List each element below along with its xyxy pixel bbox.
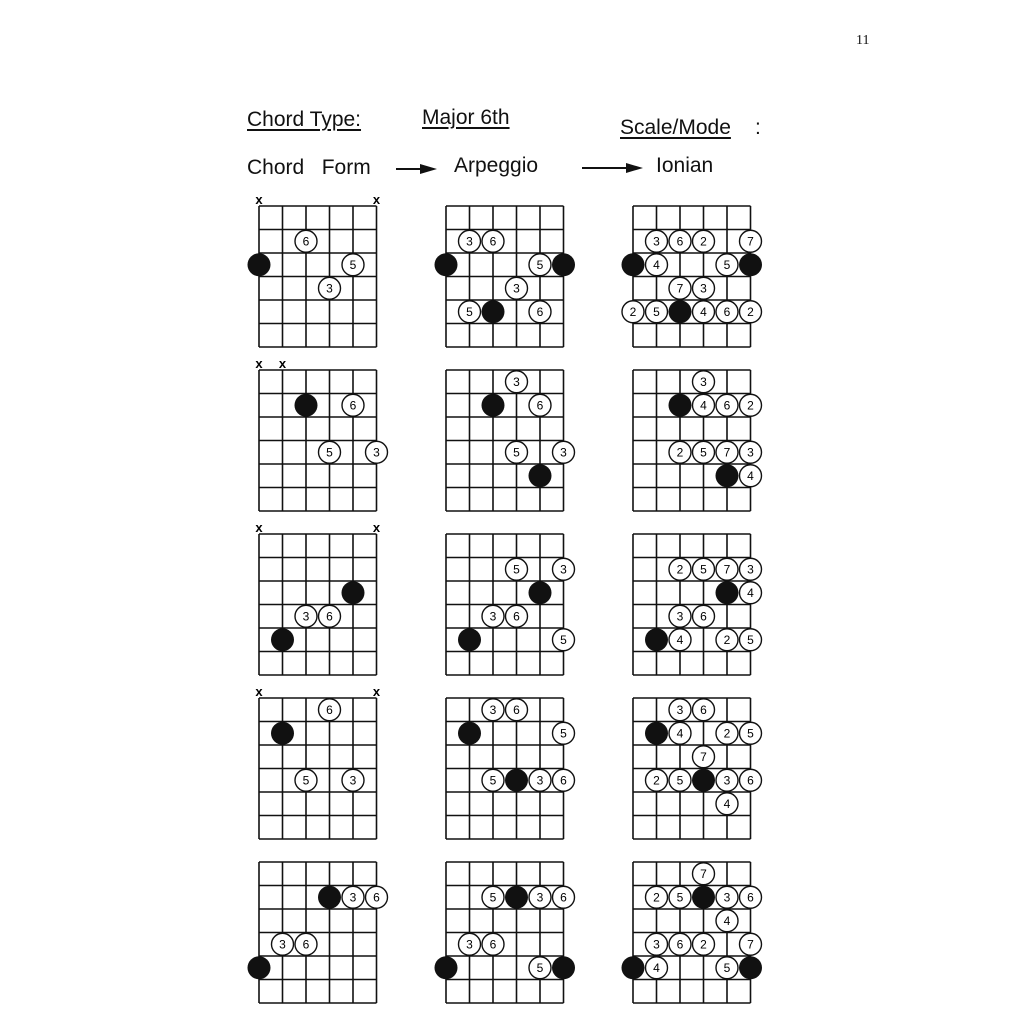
root-note-dot [669,394,692,417]
scale-degree-label: 5 [466,305,473,320]
scale-degree-label: 5 [700,445,707,460]
scale-degree-label: 3 [676,703,684,718]
arpeggio-label: Arpeggio [454,154,539,177]
scale-degree-label: 6 [700,703,707,718]
scale-degree-label: 6 [723,305,731,320]
page-number: 11 [856,33,870,48]
muted-string-mark: x [372,192,381,207]
scale-degree-label: 7 [747,937,754,952]
root-note-dot [505,769,528,792]
root-note-dot [529,464,552,487]
root-note-dot [295,394,318,417]
scale-degree-label: 6 [536,398,544,413]
fretboard-diagram [622,206,763,347]
root-note-dot [645,722,668,745]
fretboard-diagram [248,192,381,347]
root-note-dot [692,769,715,792]
root-note-dot [271,628,294,651]
scale-degree-label: 3 [466,234,473,249]
scale-degree-label: 3 [653,937,660,952]
scale-degree-label: 5 [536,961,544,976]
scale-degree-label: 2 [700,937,707,952]
scale-degree-label: 6 [560,773,567,788]
scale-degree-label: 2 [747,305,754,320]
fretboard-diagram [255,520,381,675]
scale-degree-label: 6 [326,609,333,624]
scale-degree-label: 7 [700,867,707,882]
scale-degree-label: 5 [326,445,333,460]
fretboard-diagram [633,534,762,675]
muted-string-mark: x [372,684,381,699]
scale-degree-label: 5 [489,890,497,905]
scale-mode-label: Scale/Mode [620,116,731,139]
root-note-dot [435,956,458,979]
scale-degree-label: 5 [676,773,684,788]
scale-degree-label: 5 [747,633,754,648]
root-note-dot [739,253,762,276]
scale-degree-label: 5 [723,258,731,273]
root-note-dot [622,956,645,979]
scale-degree-label: 7 [700,750,707,765]
scale-degree-label: 4 [747,469,754,484]
scale-degree-label: 3 [560,445,567,460]
scale-degree-label: 3 [326,281,333,296]
scale-degree-label: 7 [723,445,731,460]
fretboard-diagram [446,370,575,511]
fretboard-diagram [633,698,762,839]
muted-string-mark: x [278,356,287,371]
muted-string-mark: x [255,684,263,699]
scale-degree-label: 6 [302,937,310,952]
scale-degree-label: 3 [279,937,286,952]
fretboard-diagram [446,698,575,839]
root-note-dot [669,300,692,323]
muted-string-mark: x [255,192,263,207]
scale-degree-label: 5 [700,562,707,577]
root-note-dot [529,581,552,604]
muted-string-mark: x [255,520,263,535]
scale-degree-label: 2 [747,398,754,413]
fretboard-diagram [248,862,388,1003]
scale-degree-label: 6 [489,937,497,952]
scale-degree-label: 6 [513,703,520,718]
scale-degree-label: 5 [536,258,544,273]
scale-degree-label: 4 [723,797,731,812]
scale-degree-label: 6 [513,609,520,624]
root-note-dot [271,722,294,745]
scale-degree-label: 2 [629,305,637,320]
scale-degree-label: 3 [489,609,497,624]
scale-label: Ionian [656,154,714,177]
fretboard-diagram [622,862,763,1003]
scale-degree-label: 3 [700,281,707,296]
scale-degree-label: 3 [560,562,567,577]
fretboard-diagram [446,534,575,675]
scale-degree-label: 5 [723,961,731,976]
scale-degree-label: 4 [653,961,660,976]
scale-degree-label: 4 [653,258,660,273]
scale-degree-label: 6 [676,234,684,249]
scale-degree-label: 2 [653,890,660,905]
root-note-dot [248,956,271,979]
scale-degree-label: 7 [723,562,731,577]
root-note-dot [342,581,365,604]
scale-degree-label: 6 [560,890,567,905]
root-note-dot [482,300,505,323]
scale-degree-label: 5 [653,305,660,320]
scale-degree-label: 4 [676,726,684,741]
root-note-dot [505,886,528,909]
scale-degree-label: 2 [676,445,684,460]
scale-degree-label: 3 [373,445,380,460]
root-note-dot [622,253,645,276]
scale-degree-label: 3 [466,937,473,952]
scale-degree-label: 6 [747,890,754,905]
scale-degree-label: 7 [747,234,754,249]
scale-degree-label: 5 [349,258,357,273]
root-note-dot [552,253,575,276]
scale-degree-label: 3 [302,609,310,624]
scale-degree-label: 2 [676,562,684,577]
scale-degree-label: 3 [747,445,754,460]
scale-degree-label: 6 [302,234,310,249]
scale-degree-label: 3 [536,890,544,905]
scale-degree-label: 4 [700,305,707,320]
chord-form-label: Chord Form [247,156,371,179]
fretboard-diagram [255,356,387,511]
scale-degree-label: 2 [653,773,660,788]
scale-degree-label: 3 [723,890,731,905]
chord-type-label: Chord Type: [247,108,362,131]
fretboard-diagram [435,206,576,347]
scale-mode-colon: : [755,116,761,139]
scale-degree-label: 5 [747,726,754,741]
scale-degree-label: 6 [326,703,333,718]
scale-degree-label: 6 [747,773,754,788]
scale-degree-label: 7 [676,281,684,296]
scale-degree-label: 5 [560,633,567,648]
scale-degree-label: 5 [560,726,567,741]
scale-degree-label: 3 [349,890,357,905]
scale-degree-label: 3 [349,773,357,788]
scale-degree-label: 6 [723,398,731,413]
root-note-dot [248,253,271,276]
scale-degree-label: 3 [676,609,684,624]
scale-degree-label: 3 [489,703,497,718]
fretboard-diagram [255,684,381,839]
root-note-dot [739,956,762,979]
root-note-dot [552,956,575,979]
scale-degree-label: 3 [513,375,520,390]
scale-degree-label: 6 [373,890,380,905]
root-note-dot [458,722,481,745]
scale-degree-label: 6 [676,937,684,952]
scale-degree-label: 6 [700,609,707,624]
scale-degree-label: 6 [489,234,497,249]
muted-string-mark: x [372,520,381,535]
root-note-dot [645,628,668,651]
scale-degree-label: 4 [700,398,707,413]
root-note-dot [716,464,739,487]
fretboard-diagram [435,862,576,1003]
scale-degree-label: 6 [536,305,544,320]
root-note-dot [692,886,715,909]
fretboard-diagram [633,370,762,511]
root-note-dot [482,394,505,417]
chord-type-value: Major 6th [422,106,510,129]
scale-degree-label: 4 [747,586,754,601]
scale-degree-label: 6 [349,398,357,413]
scale-degree-label: 3 [700,375,707,390]
scale-degree-label: 2 [723,633,731,648]
scale-degree-label: 3 [513,281,520,296]
scale-degree-label: 2 [700,234,707,249]
root-note-dot [716,581,739,604]
root-note-dot [458,628,481,651]
scale-degree-label: 4 [723,914,731,929]
muted-string-mark: x [255,356,263,371]
scale-degree-label: 3 [536,773,544,788]
scale-degree-label: 5 [302,773,310,788]
scale-degree-label: 5 [513,445,520,460]
root-note-dot [435,253,458,276]
scale-degree-label: 4 [676,633,684,648]
scale-degree-label: 2 [723,726,731,741]
scale-degree-label: 3 [723,773,731,788]
scale-degree-label: 5 [513,562,520,577]
scale-degree-label: 3 [653,234,660,249]
root-note-dot [318,886,341,909]
scale-degree-label: 5 [489,773,497,788]
scale-degree-label: 3 [747,562,754,577]
scale-degree-label: 5 [676,890,684,905]
